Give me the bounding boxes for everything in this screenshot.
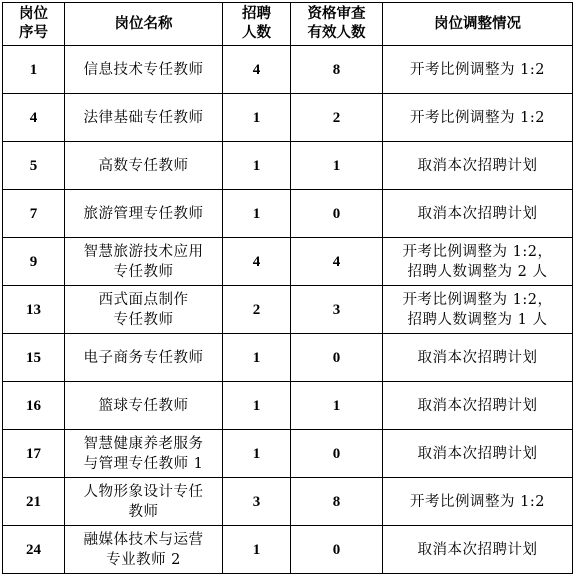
cell-adjustment xyxy=(383,94,573,142)
cell-position-seq: 4 xyxy=(3,94,65,142)
cell-hire-count: 4 xyxy=(223,238,291,286)
cell-position-name xyxy=(65,430,223,478)
cell-position-name-line: 篮球专任教师 xyxy=(98,397,189,414)
table-row xyxy=(3,142,573,190)
cell-hire-count: 2 xyxy=(223,286,291,334)
cell-hire-count: 1 xyxy=(223,190,291,238)
cell-adjustment-line: 开考比例调整为 1:2 xyxy=(410,493,545,510)
cell-adjustment-line: 招聘人数调整为 1 人 xyxy=(407,311,548,328)
cell-hire-count: 1 xyxy=(223,94,291,142)
header-row xyxy=(3,3,573,46)
cell-position-name-line: 智慧旅游技术应用 xyxy=(83,243,204,260)
cell-adjustment-line: 开考比例调整为 1:2， xyxy=(402,243,553,260)
cell-adjustment-line: 取消本次招聘计划 xyxy=(417,157,538,174)
cell-position-name-line: 高数专任教师 xyxy=(98,157,189,174)
header-hire-count: 招聘 人数 xyxy=(223,3,291,46)
cell-position-name xyxy=(65,526,223,574)
header-valid-count: 资格审查 有效人数 xyxy=(291,3,383,46)
cell-adjustment-line: 开考比例调整为 1:2 xyxy=(410,109,545,126)
header-adjustment: 岗位调整情况 xyxy=(383,3,573,46)
cell-hire-count: 3 xyxy=(223,478,291,526)
cell-valid-count: 0 xyxy=(291,526,383,574)
cell-adjustment xyxy=(383,238,573,286)
cell-valid-count: 4 xyxy=(291,238,383,286)
cell-position-name-line: 融媒体技术与运营 xyxy=(83,531,204,548)
cell-position-name-line: 电子商务专任教师 xyxy=(83,349,204,366)
cell-position-name-line: 智慧健康养老服务 xyxy=(83,435,204,452)
cell-adjustment xyxy=(383,46,573,94)
header-position-seq: 岗位 序号 xyxy=(3,3,65,46)
cell-adjustment xyxy=(383,430,573,478)
cell-position-name xyxy=(65,142,223,190)
cell-valid-count: 0 xyxy=(291,334,383,382)
cell-hire-count: 4 xyxy=(223,46,291,94)
cell-position-name xyxy=(65,238,223,286)
position-adjustment-table xyxy=(2,2,573,574)
cell-position-name-line: 旅游管理专任教师 xyxy=(83,205,204,222)
cell-hire-count: 1 xyxy=(223,526,291,574)
cell-position-seq: 13 xyxy=(3,286,65,334)
cell-hire-count: 1 xyxy=(223,142,291,190)
cell-adjustment-line: 取消本次招聘计划 xyxy=(417,349,538,366)
cell-adjustment xyxy=(383,190,573,238)
cell-hire-count: 1 xyxy=(223,430,291,478)
cell-position-name-line: 教师 xyxy=(128,503,159,520)
cell-adjustment-line: 取消本次招聘计划 xyxy=(417,445,538,462)
cell-position-name-line: 信息技术专任教师 xyxy=(83,61,204,78)
header-position-name: 岗位名称 xyxy=(65,3,223,46)
cell-valid-count: 0 xyxy=(291,190,383,238)
cell-adjustment-line: 取消本次招聘计划 xyxy=(417,205,538,222)
cell-position-seq: 24 xyxy=(3,526,65,574)
cell-valid-count: 3 xyxy=(291,286,383,334)
cell-valid-count: 8 xyxy=(291,46,383,94)
cell-position-seq: 1 xyxy=(3,46,65,94)
cell-position-seq: 16 xyxy=(3,382,65,430)
cell-position-name-line: 专任教师 xyxy=(113,263,174,280)
cell-valid-count: 1 xyxy=(291,142,383,190)
cell-adjustment-line: 开考比例调整为 1:2， xyxy=(402,291,553,308)
table-row xyxy=(3,46,573,94)
cell-valid-count: 1 xyxy=(291,382,383,430)
cell-valid-count: 2 xyxy=(291,94,383,142)
cell-position-seq: 21 xyxy=(3,478,65,526)
cell-position-name xyxy=(65,190,223,238)
table-row xyxy=(3,94,573,142)
cell-adjustment xyxy=(383,334,573,382)
cell-position-name-line: 专任教师 xyxy=(113,311,174,328)
cell-position-name-line: 与管理专任教师 1 xyxy=(83,455,204,472)
table-body xyxy=(3,46,573,574)
cell-hire-count: 1 xyxy=(223,334,291,382)
cell-adjustment xyxy=(383,142,573,190)
cell-hire-count: 1 xyxy=(223,382,291,430)
cell-position-name-line: 法律基础专任教师 xyxy=(83,109,204,126)
cell-valid-count: 8 xyxy=(291,478,383,526)
cell-position-name xyxy=(65,286,223,334)
cell-position-name xyxy=(65,382,223,430)
cell-position-name xyxy=(65,334,223,382)
cell-position-seq: 7 xyxy=(3,190,65,238)
cell-position-seq: 9 xyxy=(3,238,65,286)
table-row xyxy=(3,478,573,526)
table-row xyxy=(3,190,573,238)
cell-position-seq: 17 xyxy=(3,430,65,478)
table-row xyxy=(3,430,573,478)
table-header xyxy=(3,3,573,46)
cell-position-name xyxy=(65,46,223,94)
cell-adjustment-line: 招聘人数调整为 2 人 xyxy=(407,263,548,280)
table-row xyxy=(3,526,573,574)
cell-adjustment xyxy=(383,382,573,430)
cell-valid-count: 0 xyxy=(291,430,383,478)
cell-adjustment-line: 取消本次招聘计划 xyxy=(417,397,538,414)
cell-position-seq: 15 xyxy=(3,334,65,382)
cell-position-seq: 5 xyxy=(3,142,65,190)
table-row xyxy=(3,238,573,286)
table-row xyxy=(3,382,573,430)
cell-adjustment-line: 开考比例调整为 1:2 xyxy=(410,61,545,78)
cell-position-name-line: 专业教师 2 xyxy=(106,551,181,568)
cell-position-name xyxy=(65,94,223,142)
cell-position-name xyxy=(65,478,223,526)
cell-adjustment xyxy=(383,526,573,574)
cell-adjustment xyxy=(383,286,573,334)
cell-adjustment-line: 取消本次招聘计划 xyxy=(417,541,538,558)
table-row xyxy=(3,286,573,334)
cell-position-name-line: 西式面点制作 xyxy=(98,291,189,308)
table-row xyxy=(3,334,573,382)
cell-adjustment xyxy=(383,478,573,526)
cell-position-name-line: 人物形象设计专任 xyxy=(83,483,204,500)
